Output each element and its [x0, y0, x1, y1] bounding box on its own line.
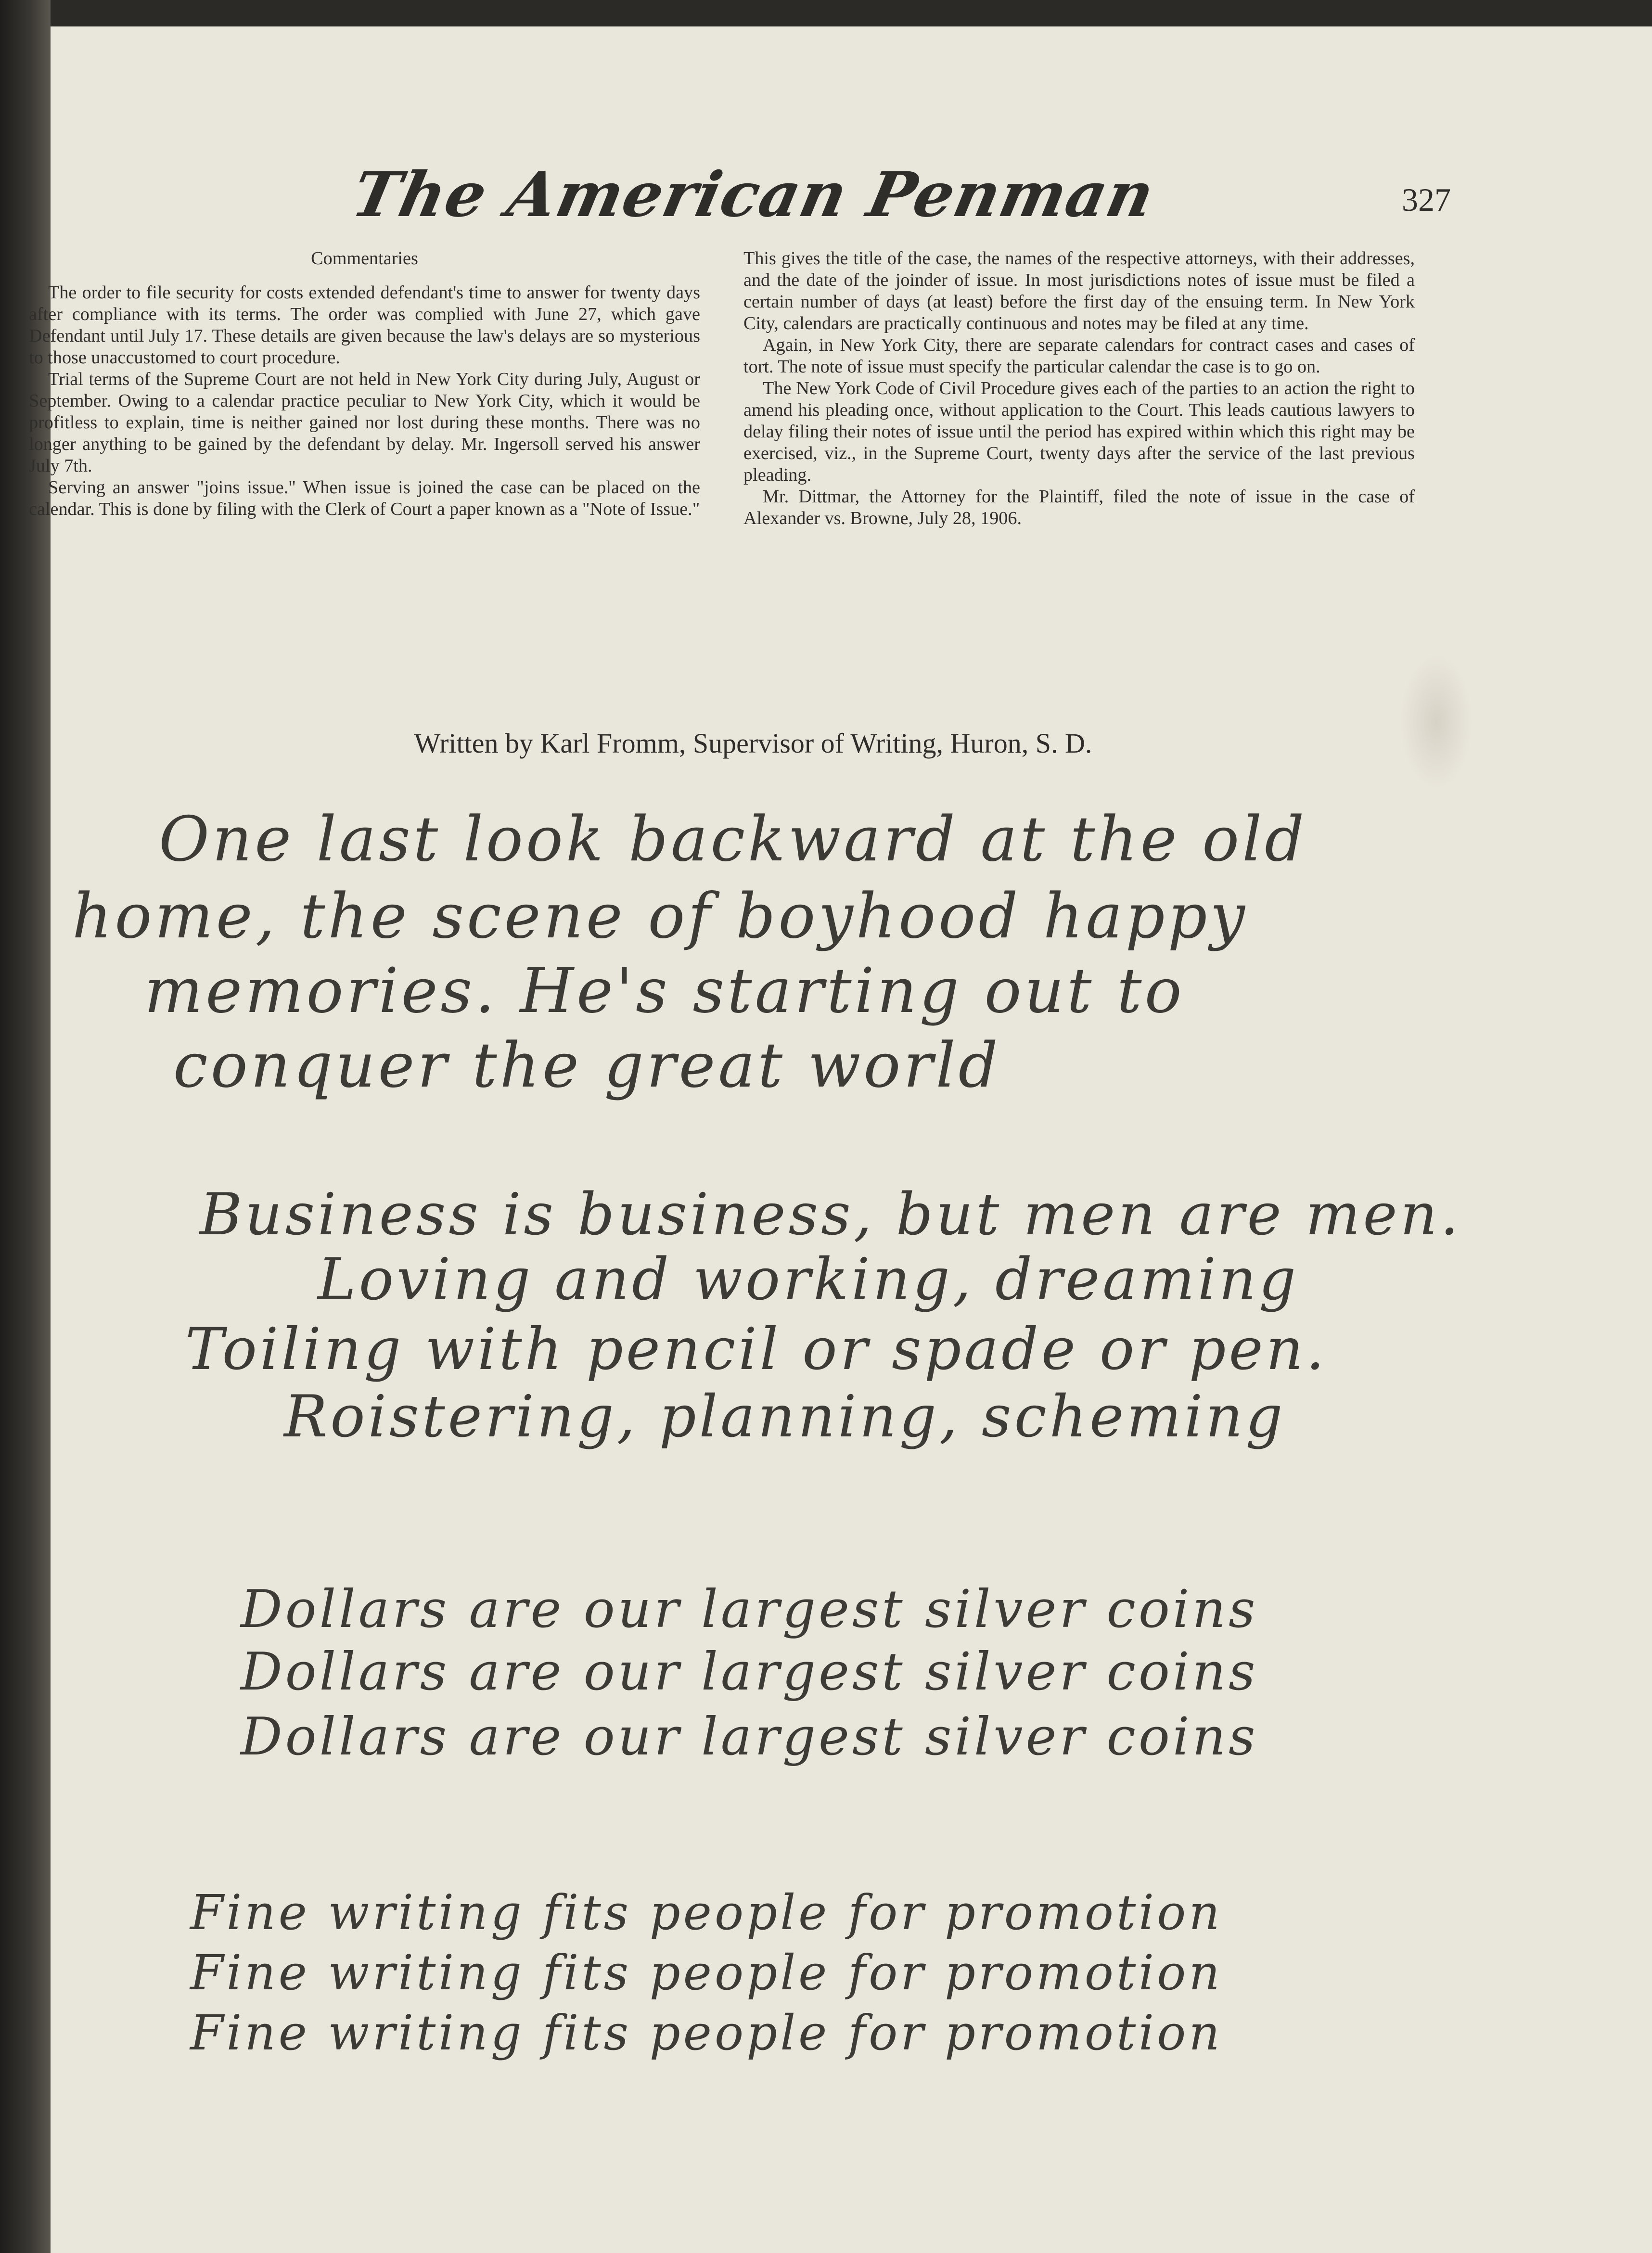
article-paragraph: Trial terms of the Supreme Court are not held in New York City during July, August or September. Owing to a calendar practice peculiar to New York City, which it would be profitless to explain, time is neither gained nor lost during these months. There was no longer anything to be gained by the defendant by delay. Mr. Ingersoll served his answer July 7th. — [29, 369, 700, 476]
handwriting-line: Fine writing fits people for promotion — [190, 1945, 1223, 2001]
article-paragraph: This gives the title of the case, the names of the respective attorneys, with their addresses, and the date of the joinder of issue. In most jurisdictions notes of issue must be filed a certain number of days (at least) before the first day of the ensuing term. In New York City, calendars are practically continuous and notes may be filed at any time. — [743, 248, 1415, 333]
handwriting-line: Fine writing fits people for promotion — [190, 1884, 1223, 1941]
article-right-column — [743, 248, 1415, 529]
handwriting-line: One last look backward at the old — [159, 804, 1307, 875]
handwriting-line: Roistering, planning, scheming — [284, 1383, 1286, 1450]
handwriting-line: Loving and working, dreaming — [318, 1246, 1299, 1313]
article-paragraph: Mr. Dittmar, the Attorney for the Plaintiff, filed the note of issue in the case of Alexander vs. Browne, July 28, 1906. — [743, 486, 1415, 528]
handwriting-line: Dollars are our largest silver coins — [241, 1707, 1258, 1767]
handwriting-line: Dollars are our largest silver coins — [241, 1642, 1258, 1702]
article-paragraph: The New York Code of Civil Procedure gives each of the parties to an action the right to amend his pleading once, without application to the Court. This leads cautious lawyers to delay filing their notes of issue until the period has expired within which this right may be exercised, viz., in the Supreme Court, twenty days after the service of the last previous pleading. — [743, 378, 1415, 485]
handwriting-line: Toiling with pencil or spade or pen. — [185, 1316, 1328, 1383]
handwriting-line: memories. He's starting out to — [144, 955, 1185, 1027]
page-stain — [1400, 654, 1473, 789]
handwriting-line: Fine writing fits people for promotion — [190, 2005, 1223, 2061]
handwriting-line: conquer the great world — [173, 1030, 1001, 1101]
handwriting-line: home, the scene of boyhood happy — [72, 881, 1248, 952]
handwriting-line: Dollars are our largest silver coins — [241, 1579, 1258, 1639]
article-left-column — [29, 248, 700, 520]
journal-title: The American Penman — [346, 159, 1161, 231]
article-paragraph: Again, in New York City, there are separate calendars for contract cases and cases of tort. The note of issue must specify the particular calendar the case is to go on. — [743, 335, 1415, 377]
article-paragraph: Serving an answer "joins issue." When issue is joined the case can be placed on the calendar. This is done by filing with the Clerk of Court a paper known as a "Note of Issue." — [29, 477, 700, 519]
specimen-byline: Written by Karl Fromm, Supervisor of Writing, Huron, S. D. — [414, 728, 1092, 759]
article-paragraph: The order to file security for costs extended defendant's time to answer for twenty days after compliance with its terms. The order was complied with June 27, which gave Defendant until July 17. These details are given because the law's delays are so mysterious to those unaccustomed to court procedure. — [29, 282, 700, 368]
handwriting-line: Business is business, but men are men. — [200, 1181, 1461, 1248]
article-heading: Commentaries — [311, 248, 418, 269]
page-number: 327 — [1402, 181, 1451, 218]
